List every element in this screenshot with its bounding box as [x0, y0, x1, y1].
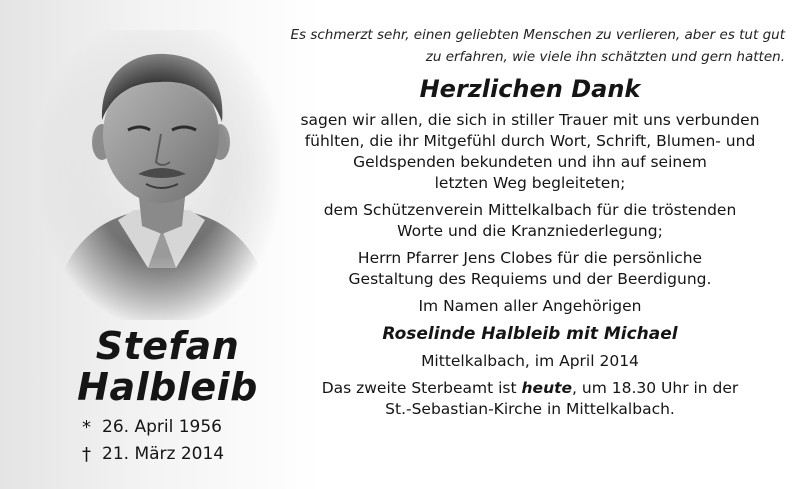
death-row: [82, 441, 282, 468]
text-line: Herrn Pfarrer Jens Clobes für die persönliche: [357, 249, 703, 267]
birth-star-icon: *: [82, 417, 91, 438]
intro-quote: [275, 24, 785, 68]
death-cross-icon: †: [82, 444, 91, 465]
life-dates: [82, 414, 282, 468]
thanks-paragraph-club: [275, 200, 785, 242]
service-text: Das zweite Sterbeamt ist: [321, 379, 522, 397]
service-announcement: [275, 378, 785, 420]
text-line: fühlten, die ihr Mitgefühl durch Wort, Schrift, Blumen- und: [304, 132, 756, 150]
deceased-last-name: Halbleib: [77, 365, 258, 409]
portrait-photo: [40, 30, 280, 320]
service-line-2: St.-Sebastian-Kirche in Mittelkalbach.: [385, 400, 675, 418]
thanks-text: [275, 24, 785, 420]
deceased-first-name: Stefan: [95, 324, 240, 368]
thanks-paragraph-general: [275, 110, 785, 194]
text-line: letzten Weg begleiteten;: [434, 174, 626, 192]
text-line: sagen wir allen, die sich in stiller Trauer mit uns verbunden: [300, 111, 760, 129]
text-line: Gestaltung des Requiems und der Beerdigung.: [348, 270, 712, 288]
text-line: Worte und die Kranzniederlegung;: [397, 222, 663, 240]
service-emphasis: heute: [521, 379, 573, 397]
intro-line: Es schmerzt sehr, einen geliebten Menschen zu verlieren, aber es tut gut: [290, 27, 785, 43]
thanks-paragraph-priest: [275, 248, 785, 290]
birth-row: [82, 414, 282, 441]
signatories: Roselinde Halbleib mit Michael: [382, 324, 678, 344]
service-line-1: [275, 378, 785, 399]
text-line: dem Schützenverein Mittelkalbach für die tröstenden: [323, 201, 737, 219]
birth-date: 26. April 1956: [102, 417, 222, 437]
intro-line: zu erfahren, wie viele ihn schätzten und gern hatten.: [425, 49, 785, 65]
death-date: 21. März 2014: [102, 444, 225, 464]
on-behalf-line: Im Namen aller Angehörigen: [418, 297, 642, 315]
service-text: , um 18.30 Uhr in der: [572, 379, 739, 397]
place-date: Mittelkalbach, im April 2014: [421, 352, 639, 370]
text-line: Geldspenden bekundeten und ihn auf seinem: [353, 153, 707, 171]
heading: Herzlichen Dank: [419, 75, 641, 103]
